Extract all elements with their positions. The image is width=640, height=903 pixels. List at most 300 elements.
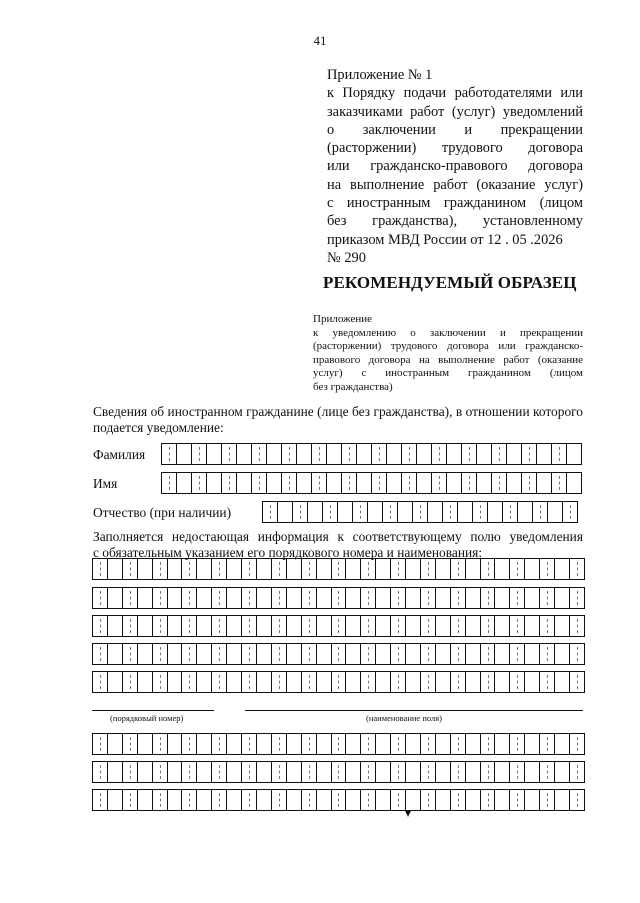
character-cell[interactable] bbox=[525, 587, 540, 609]
character-cell[interactable] bbox=[383, 501, 398, 523]
character-cell[interactable] bbox=[570, 671, 585, 693]
character-cell[interactable] bbox=[123, 587, 138, 609]
character-cell[interactable] bbox=[391, 615, 406, 637]
character-cell[interactable] bbox=[540, 761, 555, 783]
character-cell[interactable] bbox=[317, 643, 332, 665]
character-cell[interactable] bbox=[287, 761, 302, 783]
character-cell[interactable] bbox=[372, 443, 387, 465]
character-cell[interactable] bbox=[477, 443, 492, 465]
character-cell[interactable] bbox=[138, 789, 153, 811]
character-cell[interactable] bbox=[451, 558, 466, 580]
character-cell[interactable] bbox=[212, 761, 227, 783]
character-cell[interactable] bbox=[332, 615, 347, 637]
character-cell[interactable] bbox=[317, 761, 332, 783]
character-cell[interactable] bbox=[227, 761, 242, 783]
character-cell[interactable] bbox=[338, 501, 353, 523]
character-cell[interactable] bbox=[332, 761, 347, 783]
character-cell[interactable] bbox=[510, 671, 525, 693]
character-cell[interactable] bbox=[242, 733, 257, 755]
character-cell[interactable] bbox=[93, 671, 108, 693]
character-cell[interactable] bbox=[376, 789, 391, 811]
character-cell[interactable] bbox=[182, 558, 197, 580]
character-cell[interactable] bbox=[302, 789, 317, 811]
character-cell[interactable] bbox=[153, 761, 168, 783]
character-cell[interactable] bbox=[447, 472, 462, 494]
character-cell[interactable] bbox=[346, 587, 361, 609]
character-cell[interactable] bbox=[287, 733, 302, 755]
character-cell[interactable] bbox=[570, 558, 585, 580]
character-cell[interactable] bbox=[227, 643, 242, 665]
character-cell[interactable] bbox=[192, 472, 207, 494]
character-cell[interactable] bbox=[525, 671, 540, 693]
character-cell[interactable] bbox=[495, 789, 510, 811]
character-cell[interactable] bbox=[242, 643, 257, 665]
surname-field[interactable] bbox=[161, 443, 582, 465]
character-cell[interactable] bbox=[257, 558, 272, 580]
character-cell[interactable] bbox=[287, 671, 302, 693]
character-cell[interactable] bbox=[451, 643, 466, 665]
character-cell[interactable] bbox=[421, 789, 436, 811]
character-cell[interactable] bbox=[391, 643, 406, 665]
character-cell[interactable] bbox=[406, 733, 421, 755]
character-cell[interactable] bbox=[525, 558, 540, 580]
character-cell[interactable] bbox=[327, 472, 342, 494]
character-cell[interactable] bbox=[555, 615, 570, 637]
character-cell[interactable] bbox=[555, 587, 570, 609]
character-cell[interactable] bbox=[421, 733, 436, 755]
character-cell[interactable] bbox=[302, 643, 317, 665]
character-cell[interactable] bbox=[332, 671, 347, 693]
character-cell[interactable] bbox=[168, 558, 183, 580]
character-cell[interactable] bbox=[168, 615, 183, 637]
character-cell[interactable] bbox=[108, 671, 123, 693]
character-cell[interactable] bbox=[567, 472, 582, 494]
character-cell[interactable] bbox=[361, 671, 376, 693]
character-cell[interactable] bbox=[570, 789, 585, 811]
character-cell[interactable] bbox=[522, 472, 537, 494]
character-cell[interactable] bbox=[317, 733, 332, 755]
character-cell[interactable] bbox=[406, 587, 421, 609]
character-cell[interactable] bbox=[413, 501, 428, 523]
character-cell[interactable] bbox=[481, 789, 496, 811]
character-cell[interactable] bbox=[391, 558, 406, 580]
character-cell[interactable] bbox=[227, 671, 242, 693]
character-cell[interactable] bbox=[481, 761, 496, 783]
character-cell[interactable] bbox=[421, 643, 436, 665]
character-cell[interactable] bbox=[197, 733, 212, 755]
character-cell[interactable] bbox=[540, 643, 555, 665]
character-cell[interactable] bbox=[267, 443, 282, 465]
character-cell[interactable] bbox=[525, 643, 540, 665]
character-cell[interactable] bbox=[555, 558, 570, 580]
character-cell[interactable] bbox=[451, 733, 466, 755]
character-cell[interactable] bbox=[510, 558, 525, 580]
character-cell[interactable] bbox=[242, 789, 257, 811]
character-cell[interactable] bbox=[406, 615, 421, 637]
character-cell[interactable] bbox=[162, 443, 177, 465]
character-cell[interactable] bbox=[242, 761, 257, 783]
character-cell[interactable] bbox=[570, 587, 585, 609]
character-cell[interactable] bbox=[346, 615, 361, 637]
character-cell[interactable] bbox=[518, 501, 533, 523]
character-cell[interactable] bbox=[507, 443, 522, 465]
character-cell[interactable] bbox=[272, 643, 287, 665]
character-cell[interactable] bbox=[212, 643, 227, 665]
character-cell[interactable] bbox=[332, 558, 347, 580]
character-cell[interactable] bbox=[153, 558, 168, 580]
character-cell[interactable] bbox=[466, 671, 481, 693]
character-cell[interactable] bbox=[257, 643, 272, 665]
character-cell[interactable] bbox=[302, 587, 317, 609]
character-cell[interactable] bbox=[451, 761, 466, 783]
character-cell[interactable] bbox=[481, 587, 496, 609]
character-cell[interactable] bbox=[570, 615, 585, 637]
field-name-line[interactable] bbox=[245, 710, 583, 711]
character-cell[interactable] bbox=[552, 443, 567, 465]
character-cell[interactable] bbox=[242, 671, 257, 693]
character-cell[interactable] bbox=[287, 615, 302, 637]
character-cell[interactable] bbox=[168, 733, 183, 755]
character-cell[interactable] bbox=[327, 443, 342, 465]
character-cell[interactable] bbox=[481, 733, 496, 755]
character-cell[interactable] bbox=[138, 558, 153, 580]
character-cell[interactable] bbox=[182, 761, 197, 783]
character-cell[interactable] bbox=[451, 789, 466, 811]
character-cell[interactable] bbox=[138, 587, 153, 609]
character-cell[interactable] bbox=[503, 501, 518, 523]
character-cell[interactable] bbox=[563, 501, 578, 523]
info-row[interactable] bbox=[92, 789, 585, 811]
character-cell[interactable] bbox=[212, 789, 227, 811]
character-cell[interactable] bbox=[522, 443, 537, 465]
character-cell[interactable] bbox=[153, 671, 168, 693]
character-cell[interactable] bbox=[242, 587, 257, 609]
character-cell[interactable] bbox=[252, 443, 267, 465]
character-cell[interactable] bbox=[212, 615, 227, 637]
character-cell[interactable] bbox=[108, 558, 123, 580]
name-field[interactable] bbox=[161, 472, 582, 494]
character-cell[interactable] bbox=[372, 472, 387, 494]
sequence-number-line[interactable] bbox=[92, 710, 214, 711]
character-cell[interactable] bbox=[510, 587, 525, 609]
character-cell[interactable] bbox=[432, 472, 447, 494]
character-cell[interactable] bbox=[272, 558, 287, 580]
character-cell[interactable] bbox=[212, 671, 227, 693]
character-cell[interactable] bbox=[297, 443, 312, 465]
character-cell[interactable] bbox=[432, 443, 447, 465]
character-cell[interactable] bbox=[537, 443, 552, 465]
character-cell[interactable] bbox=[317, 671, 332, 693]
character-cell[interactable] bbox=[93, 643, 108, 665]
character-cell[interactable] bbox=[257, 587, 272, 609]
character-cell[interactable] bbox=[93, 587, 108, 609]
character-cell[interactable] bbox=[302, 761, 317, 783]
character-cell[interactable] bbox=[182, 733, 197, 755]
character-cell[interactable] bbox=[428, 501, 443, 523]
character-cell[interactable] bbox=[227, 733, 242, 755]
character-cell[interactable] bbox=[242, 558, 257, 580]
character-cell[interactable] bbox=[197, 643, 212, 665]
character-cell[interactable] bbox=[168, 761, 183, 783]
character-cell[interactable] bbox=[402, 472, 417, 494]
character-cell[interactable] bbox=[287, 789, 302, 811]
character-cell[interactable] bbox=[540, 789, 555, 811]
character-cell[interactable] bbox=[421, 671, 436, 693]
character-cell[interactable] bbox=[197, 615, 212, 637]
character-cell[interactable] bbox=[197, 558, 212, 580]
character-cell[interactable] bbox=[182, 587, 197, 609]
character-cell[interactable] bbox=[443, 501, 458, 523]
character-cell[interactable] bbox=[93, 615, 108, 637]
character-cell[interactable] bbox=[510, 789, 525, 811]
character-cell[interactable] bbox=[357, 472, 372, 494]
character-cell[interactable] bbox=[477, 472, 492, 494]
character-cell[interactable] bbox=[567, 443, 582, 465]
character-cell[interactable] bbox=[451, 615, 466, 637]
character-cell[interactable] bbox=[302, 558, 317, 580]
character-cell[interactable] bbox=[406, 558, 421, 580]
character-cell[interactable] bbox=[312, 443, 327, 465]
character-cell[interactable] bbox=[495, 615, 510, 637]
character-cell[interactable] bbox=[138, 733, 153, 755]
character-cell[interactable] bbox=[510, 761, 525, 783]
character-cell[interactable] bbox=[555, 761, 570, 783]
character-cell[interactable] bbox=[417, 443, 432, 465]
character-cell[interactable] bbox=[402, 443, 417, 465]
character-cell[interactable] bbox=[168, 789, 183, 811]
character-cell[interactable] bbox=[361, 643, 376, 665]
character-cell[interactable] bbox=[525, 733, 540, 755]
character-cell[interactable] bbox=[123, 558, 138, 580]
character-cell[interactable] bbox=[421, 558, 436, 580]
character-cell[interactable] bbox=[197, 761, 212, 783]
character-cell[interactable] bbox=[361, 558, 376, 580]
character-cell[interactable] bbox=[391, 789, 406, 811]
character-cell[interactable] bbox=[570, 761, 585, 783]
character-cell[interactable] bbox=[197, 789, 212, 811]
character-cell[interactable] bbox=[495, 733, 510, 755]
character-cell[interactable] bbox=[525, 761, 540, 783]
character-cell[interactable] bbox=[182, 643, 197, 665]
character-cell[interactable] bbox=[227, 558, 242, 580]
character-cell[interactable] bbox=[466, 789, 481, 811]
character-cell[interactable] bbox=[242, 615, 257, 637]
character-cell[interactable] bbox=[227, 789, 242, 811]
info-row[interactable] bbox=[92, 733, 585, 755]
character-cell[interactable] bbox=[391, 671, 406, 693]
character-cell[interactable] bbox=[421, 615, 436, 637]
character-cell[interactable] bbox=[421, 761, 436, 783]
character-cell[interactable] bbox=[462, 472, 477, 494]
character-cell[interactable] bbox=[346, 761, 361, 783]
character-cell[interactable] bbox=[466, 733, 481, 755]
character-cell[interactable] bbox=[162, 472, 177, 494]
character-cell[interactable] bbox=[153, 733, 168, 755]
character-cell[interactable] bbox=[552, 472, 567, 494]
character-cell[interactable] bbox=[93, 789, 108, 811]
character-cell[interactable] bbox=[222, 472, 237, 494]
character-cell[interactable] bbox=[257, 671, 272, 693]
character-cell[interactable] bbox=[361, 789, 376, 811]
character-cell[interactable] bbox=[555, 671, 570, 693]
character-cell[interactable] bbox=[287, 643, 302, 665]
character-cell[interactable] bbox=[278, 501, 293, 523]
character-cell[interactable] bbox=[510, 615, 525, 637]
character-cell[interactable] bbox=[287, 558, 302, 580]
character-cell[interactable] bbox=[387, 443, 402, 465]
character-cell[interactable] bbox=[361, 615, 376, 637]
character-cell[interactable] bbox=[495, 558, 510, 580]
character-cell[interactable] bbox=[108, 789, 123, 811]
info-row[interactable] bbox=[92, 615, 585, 637]
character-cell[interactable] bbox=[123, 789, 138, 811]
character-cell[interactable] bbox=[138, 643, 153, 665]
character-cell[interactable] bbox=[308, 501, 323, 523]
character-cell[interactable] bbox=[346, 643, 361, 665]
character-cell[interactable] bbox=[391, 733, 406, 755]
character-cell[interactable] bbox=[272, 615, 287, 637]
character-cell[interactable] bbox=[272, 671, 287, 693]
character-cell[interactable] bbox=[153, 615, 168, 637]
character-cell[interactable] bbox=[192, 443, 207, 465]
character-cell[interactable] bbox=[302, 671, 317, 693]
character-cell[interactable] bbox=[197, 671, 212, 693]
character-cell[interactable] bbox=[570, 733, 585, 755]
character-cell[interactable] bbox=[237, 472, 252, 494]
character-cell[interactable] bbox=[153, 587, 168, 609]
character-cell[interactable] bbox=[466, 587, 481, 609]
character-cell[interactable] bbox=[282, 472, 297, 494]
character-cell[interactable] bbox=[376, 761, 391, 783]
character-cell[interactable] bbox=[473, 501, 488, 523]
character-cell[interactable] bbox=[272, 761, 287, 783]
character-cell[interactable] bbox=[540, 587, 555, 609]
character-cell[interactable] bbox=[540, 733, 555, 755]
character-cell[interactable] bbox=[495, 587, 510, 609]
character-cell[interactable] bbox=[555, 733, 570, 755]
character-cell[interactable] bbox=[540, 558, 555, 580]
character-cell[interactable] bbox=[108, 761, 123, 783]
character-cell[interactable] bbox=[108, 733, 123, 755]
character-cell[interactable] bbox=[93, 558, 108, 580]
character-cell[interactable] bbox=[406, 761, 421, 783]
character-cell[interactable] bbox=[332, 587, 347, 609]
character-cell[interactable] bbox=[287, 587, 302, 609]
character-cell[interactable] bbox=[168, 587, 183, 609]
character-cell[interactable] bbox=[492, 443, 507, 465]
character-cell[interactable] bbox=[272, 587, 287, 609]
character-cell[interactable] bbox=[123, 643, 138, 665]
character-cell[interactable] bbox=[212, 733, 227, 755]
character-cell[interactable] bbox=[525, 615, 540, 637]
character-cell[interactable] bbox=[312, 472, 327, 494]
character-cell[interactable] bbox=[507, 472, 522, 494]
character-cell[interactable] bbox=[153, 643, 168, 665]
character-cell[interactable] bbox=[570, 643, 585, 665]
character-cell[interactable] bbox=[293, 501, 308, 523]
character-cell[interactable] bbox=[346, 733, 361, 755]
character-cell[interactable] bbox=[510, 733, 525, 755]
character-cell[interactable] bbox=[332, 643, 347, 665]
character-cell[interactable] bbox=[342, 472, 357, 494]
info-row[interactable] bbox=[92, 643, 585, 665]
character-cell[interactable] bbox=[272, 789, 287, 811]
character-cell[interactable] bbox=[481, 671, 496, 693]
info-row[interactable] bbox=[92, 761, 585, 783]
character-cell[interactable] bbox=[138, 761, 153, 783]
character-cell[interactable] bbox=[252, 472, 267, 494]
character-cell[interactable] bbox=[317, 615, 332, 637]
character-cell[interactable] bbox=[237, 443, 252, 465]
character-cell[interactable] bbox=[93, 733, 108, 755]
character-cell[interactable] bbox=[533, 501, 548, 523]
info-row[interactable] bbox=[92, 671, 585, 693]
character-cell[interactable] bbox=[222, 443, 237, 465]
character-cell[interactable] bbox=[451, 587, 466, 609]
character-cell[interactable] bbox=[227, 615, 242, 637]
character-cell[interactable] bbox=[398, 501, 413, 523]
character-cell[interactable] bbox=[481, 558, 496, 580]
character-cell[interactable] bbox=[436, 733, 451, 755]
character-cell[interactable] bbox=[302, 615, 317, 637]
character-cell[interactable] bbox=[466, 558, 481, 580]
character-cell[interactable] bbox=[481, 643, 496, 665]
character-cell[interactable] bbox=[197, 587, 212, 609]
character-cell[interactable] bbox=[481, 615, 496, 637]
character-cell[interactable] bbox=[227, 587, 242, 609]
character-cell[interactable] bbox=[108, 587, 123, 609]
character-cell[interactable] bbox=[495, 671, 510, 693]
character-cell[interactable] bbox=[436, 789, 451, 811]
character-cell[interactable] bbox=[177, 472, 192, 494]
character-cell[interactable] bbox=[492, 472, 507, 494]
character-cell[interactable] bbox=[466, 615, 481, 637]
character-cell[interactable] bbox=[376, 587, 391, 609]
character-cell[interactable] bbox=[466, 761, 481, 783]
character-cell[interactable] bbox=[182, 671, 197, 693]
character-cell[interactable] bbox=[436, 558, 451, 580]
character-cell[interactable] bbox=[391, 761, 406, 783]
character-cell[interactable] bbox=[123, 615, 138, 637]
character-cell[interactable] bbox=[555, 789, 570, 811]
character-cell[interactable] bbox=[458, 501, 473, 523]
character-cell[interactable] bbox=[353, 501, 368, 523]
character-cell[interactable] bbox=[182, 789, 197, 811]
character-cell[interactable] bbox=[537, 472, 552, 494]
character-cell[interactable] bbox=[406, 671, 421, 693]
character-cell[interactable] bbox=[357, 443, 372, 465]
character-cell[interactable] bbox=[257, 615, 272, 637]
character-cell[interactable] bbox=[302, 733, 317, 755]
character-cell[interactable] bbox=[466, 643, 481, 665]
info-row[interactable] bbox=[92, 587, 585, 609]
character-cell[interactable] bbox=[263, 501, 278, 523]
character-cell[interactable] bbox=[212, 587, 227, 609]
character-cell[interactable] bbox=[317, 587, 332, 609]
character-cell[interactable] bbox=[406, 643, 421, 665]
character-cell[interactable] bbox=[462, 443, 477, 465]
character-cell[interactable] bbox=[207, 472, 222, 494]
character-cell[interactable] bbox=[548, 501, 563, 523]
patronymic-field[interactable] bbox=[262, 501, 578, 523]
character-cell[interactable] bbox=[361, 733, 376, 755]
character-cell[interactable] bbox=[447, 443, 462, 465]
character-cell[interactable] bbox=[282, 443, 297, 465]
character-cell[interactable] bbox=[212, 558, 227, 580]
character-cell[interactable] bbox=[123, 733, 138, 755]
character-cell[interactable] bbox=[108, 643, 123, 665]
character-cell[interactable] bbox=[323, 501, 338, 523]
